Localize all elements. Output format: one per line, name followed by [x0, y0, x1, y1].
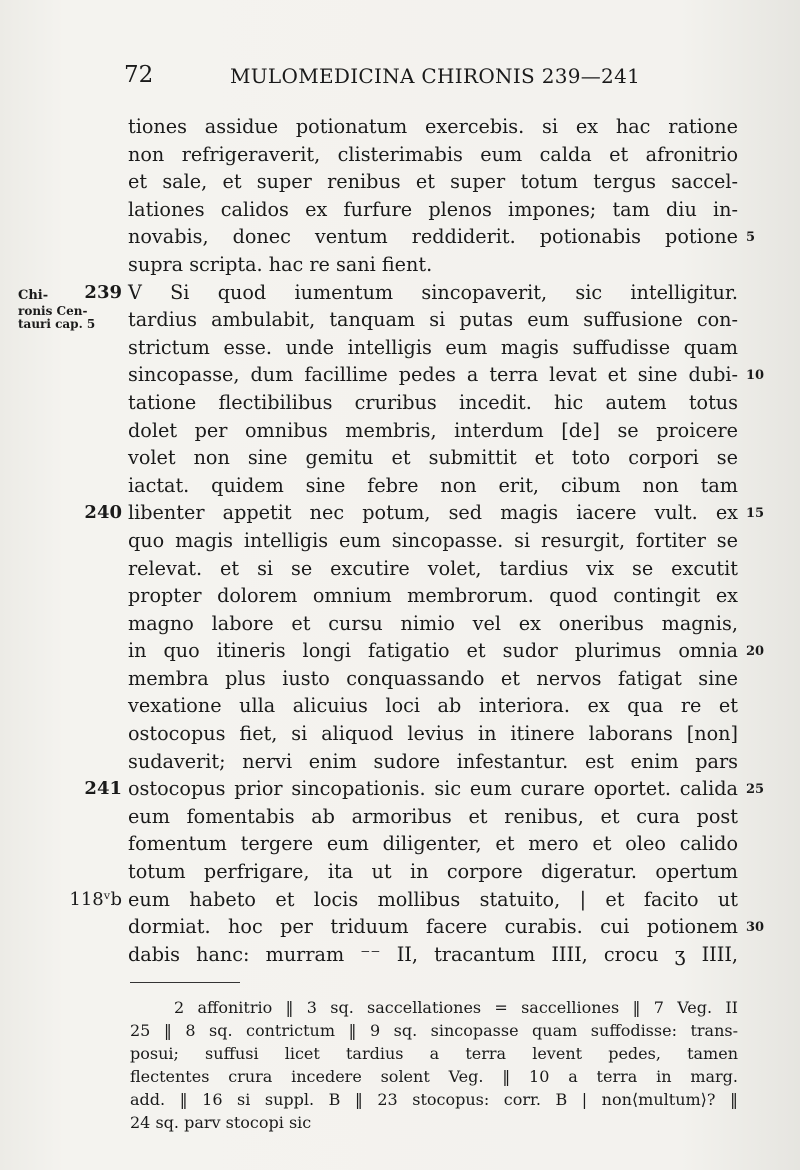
line-text: vexatione ulla alicuius loci ab interiora. ex qua re et	[128, 694, 738, 718]
text-line	[0, 692, 800, 720]
line-text: tiones assidue potionatum exercebis. si ex hac ratione	[128, 115, 738, 138]
text-line	[0, 223, 800, 251]
text-line	[0, 886, 800, 914]
side-note-line: ronis Cen-	[18, 304, 88, 318]
text-line	[0, 361, 800, 389]
line-text: tardius ambulabit, tanquam si putas eum suffusione con-	[128, 308, 738, 332]
line-text: supra scripta. hac re sani fient.	[128, 252, 433, 276]
text-line	[0, 334, 800, 362]
line-text: magno labore et cursu nimio vel ex oneribus magnis,	[128, 611, 738, 635]
text-line	[0, 196, 800, 224]
text-line	[0, 417, 800, 445]
footnote-rule	[130, 982, 240, 983]
line-number: 5	[746, 230, 756, 246]
line-text: dolet per omnibus membris, interdum [de] se proicere	[128, 418, 738, 442]
line-text: membra plus iusto conquassando et nervos fatigat sine	[128, 666, 738, 690]
line-text: iactat. quidem sine febre non erit, cibum non tam	[128, 473, 738, 497]
text-line	[0, 720, 800, 748]
apparatus-line: add. ‖ 16 si suppl. B ‖ 23 stocopus: corr. B | non⟨multum⟩? ‖	[130, 1090, 738, 1109]
page-number: 72	[124, 62, 154, 88]
text-line	[0, 941, 800, 969]
text-line	[0, 527, 800, 555]
critical-apparatus	[130, 996, 738, 1134]
line-text: ostocopus prior sincopationis. sic eum curare oportet. calida	[128, 777, 738, 801]
line-text: novabis, donec ventum reddiderit. potionabis potione	[128, 225, 738, 249]
line-text: propter dolorem omnium membrorum. quod contingit ex	[128, 584, 738, 608]
text-line	[0, 555, 800, 583]
text-line	[0, 803, 800, 831]
line-text: sudaverit; nervi enim sudore infestantur. est enim pars	[128, 749, 738, 773]
text-line	[0, 444, 800, 472]
side-note-line: Chi-	[18, 288, 49, 303]
text-line	[0, 141, 800, 169]
section-number: 241	[84, 778, 122, 800]
line-number: 30	[746, 920, 765, 936]
line-text: ostocopus fiet, si aliquod levius in itinere laborans [non]	[128, 722, 738, 746]
text-line	[0, 306, 800, 334]
line-text: sincopasse, dum facillime pedes a terra levat et sine dubi-	[128, 363, 738, 387]
apparatus-line: 2 affonitrio ‖ 3 sq. saccellationes = saccelliones ‖ 7 Veg. II	[174, 998, 738, 1017]
line-text: in quo itineris longi fatigatio et sudor plurimus omnia	[128, 639, 738, 663]
text-line	[0, 610, 800, 638]
running-head	[0, 62, 800, 98]
text-line	[0, 830, 800, 858]
text-line	[0, 858, 800, 886]
text-line	[0, 913, 800, 941]
section-number: 240	[84, 502, 122, 524]
text-line	[0, 389, 800, 417]
text-line	[0, 113, 800, 141]
text-line	[0, 748, 800, 776]
text-line	[0, 251, 800, 279]
text-line	[0, 637, 800, 665]
text-line	[0, 665, 800, 693]
line-text: eum fomentabis ab armoribus et renibus, et cura post	[128, 804, 738, 828]
section-number: 118ᵛb	[69, 888, 122, 910]
line-text: relevat. et si se excutire volet, tardius vix se excutit	[128, 556, 738, 580]
text-line	[0, 499, 800, 527]
line-text: tatione flectibilibus cruribus incedit. hic autem totus	[128, 390, 738, 414]
line-number: 15	[746, 506, 765, 522]
line-number: 20	[746, 644, 765, 660]
main-text	[0, 113, 800, 968]
line-number: 10	[746, 368, 765, 384]
line-text: non refrigeraverit, clisterimabis eum calda et afronitrio	[128, 142, 738, 166]
text-line	[0, 168, 800, 196]
line-text: quo magis intelligis eum sincopasse. si resurgit, fortiter se	[128, 528, 738, 552]
text-line	[0, 279, 800, 307]
side-note-line: tauri cap. 5	[18, 317, 96, 331]
text-line	[0, 775, 800, 803]
line-text: libenter appetit nec potum, sed magis iacere vult. ex	[128, 501, 738, 525]
line-text: dormiat. hoc per triduum facere curabis. cui potionem	[128, 915, 738, 939]
text-line	[0, 582, 800, 610]
line-text: dabis hanc: murram ⁻⁻ II, tracantum IIII, crocu ʒ IIII,	[128, 942, 738, 966]
line-number: 25	[746, 782, 765, 798]
running-title: MULOMEDICINA CHIRONIS 239—241	[230, 64, 641, 88]
line-text: totum perfrigare, ita ut in corpore digeratur. opertum	[128, 860, 738, 884]
section-number: 239	[84, 281, 122, 303]
line-text: volet non sine gemitu et submittit et toto corpori se	[128, 446, 738, 470]
apparatus-line: flectentes crura incedere solent Veg. ‖ 10 a terra in marg.	[130, 1067, 738, 1086]
apparatus-line: 24 sq. parv stocopi sic	[130, 1113, 312, 1132]
line-text: strictum esse. unde intelligis eum magis suffudisse quam	[128, 335, 738, 359]
line-text: V Si quod iumentum sincopaverit, sic intelligitur.	[128, 280, 738, 304]
line-text: lationes calidos ex furfure plenos impones; tam diu in-	[128, 197, 738, 221]
text-line	[0, 472, 800, 500]
apparatus-line: posui; suffusi licet tardius a terra levent pedes, tamen	[130, 1044, 738, 1063]
line-text: fomentum tergere eum diligenter, et mero et oleo calido	[128, 832, 738, 856]
line-text: eum habeto et locis mollibus statuito, | et facito ut	[128, 887, 738, 911]
apparatus-line: 25 ‖ 8 sq. contrictum ‖ 9 sq. sincopasse quam suffodisse: trans-	[130, 1021, 738, 1040]
line-text: et sale, et super renibus et super totum tergus saccel-	[128, 170, 738, 194]
